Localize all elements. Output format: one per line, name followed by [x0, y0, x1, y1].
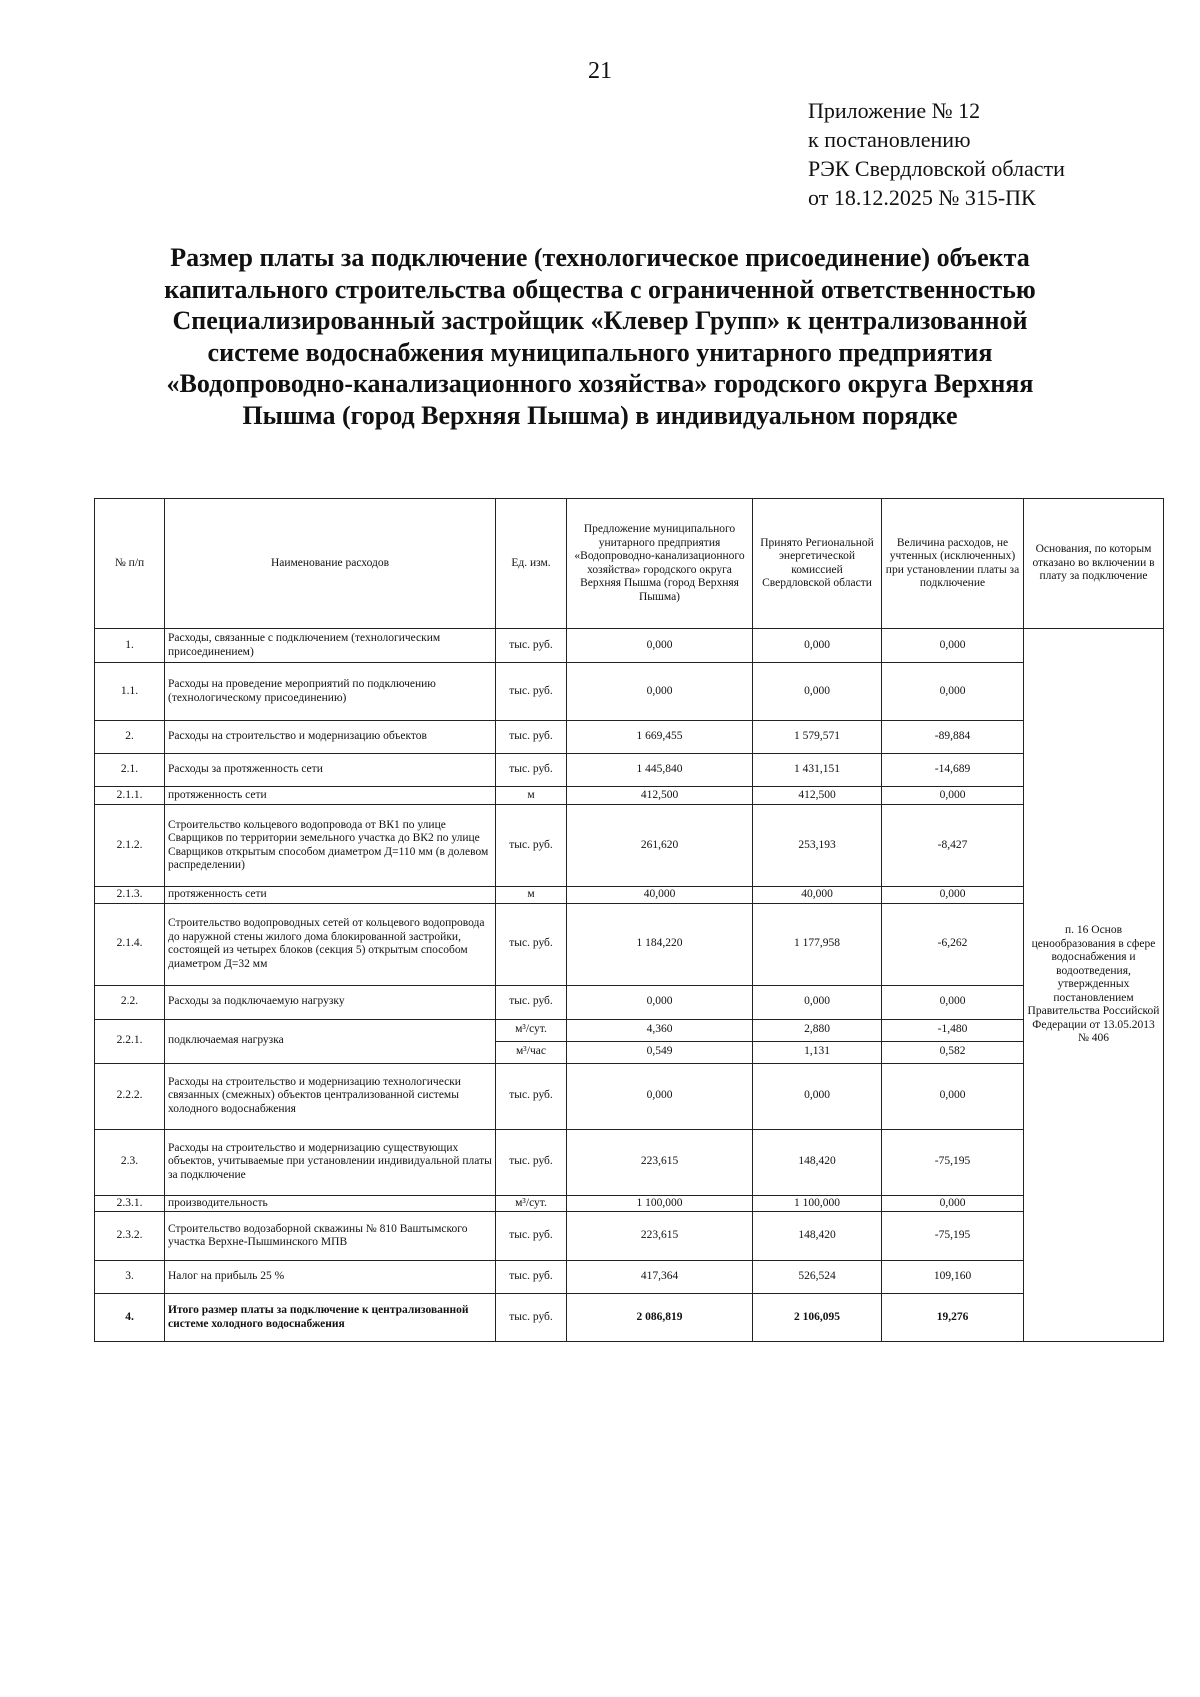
- table-row: [95, 887, 1164, 904]
- appendix-line: к постановлению: [808, 127, 971, 152]
- row-unit: тыс. руб.: [496, 1294, 567, 1342]
- appendix-line: от 18.12.2025 № 315-ПК: [808, 185, 1036, 210]
- row-num: 2.1.1.: [95, 787, 165, 805]
- row-name: Расходы на строительство и модернизацию технологически связанных (смежных) объектов централизованной системы холодного водоснабжения: [165, 1063, 496, 1129]
- row-name: подключаемая нагрузка: [165, 1019, 496, 1063]
- row-excluded: -14,689: [882, 754, 1024, 787]
- row-unit: тыс. руб.: [496, 629, 567, 663]
- row-excluded: -75,195: [882, 1212, 1024, 1261]
- row-accepted: 2,880: [753, 1019, 882, 1041]
- row-unit: м³/сут.: [496, 1019, 567, 1041]
- header-excluded: Величина расходов, не учтенных (исключенных) при установлении платы за подключение: [882, 499, 1024, 629]
- row-unit: тыс. руб.: [496, 805, 567, 887]
- row-unit: м: [496, 887, 567, 904]
- header-unit: Ед. изм.: [496, 499, 567, 629]
- table-row: [95, 1019, 1164, 1041]
- row-accepted: 2 106,095: [753, 1294, 882, 1342]
- row-accepted: 1 100,000: [753, 1195, 882, 1212]
- row-name: производительность: [165, 1195, 496, 1212]
- row-proposal: 0,000: [567, 629, 753, 663]
- row-name: Строительство водопроводных сетей от кольцевого водопровода до наружной стены жилого дома блокированной застройки, состоящей из четырех блоков (секция 5) открытым способом диаметром Д=32 мм: [165, 903, 496, 985]
- row-unit: тыс. руб.: [496, 903, 567, 985]
- basis-cell: п. 16 Основ ценообразования в сфере водоснабжения и водоотведения, утвержденных постановлением Правительства Российской Федерации от 13.05.2013 № 406: [1024, 629, 1164, 1342]
- row-num: 1.: [95, 629, 165, 663]
- row-unit: тыс. руб.: [496, 721, 567, 754]
- row-num: 2.1.3.: [95, 887, 165, 904]
- page-number: 21: [588, 58, 612, 84]
- row-unit: тыс. руб.: [496, 663, 567, 721]
- row-num: 2.1.2.: [95, 805, 165, 887]
- table-row: [95, 903, 1164, 985]
- row-accepted: 148,420: [753, 1129, 882, 1195]
- row-num: 2.3.: [95, 1129, 165, 1195]
- row-excluded: -8,427: [882, 805, 1024, 887]
- row-name: Налог на прибыль 25 %: [165, 1261, 496, 1294]
- table-row: [95, 985, 1164, 1019]
- document-title: [120, 242, 1080, 432]
- row-accepted: 0,000: [753, 663, 882, 721]
- appendix-line: РЭК Свердловской области: [808, 156, 1065, 181]
- row-proposal: 1 100,000: [567, 1195, 753, 1212]
- table-row: [95, 1063, 1164, 1129]
- row-proposal: 417,364: [567, 1261, 753, 1294]
- title-line: Размер платы за подключение (технологическое присоединение) объекта: [170, 243, 1030, 272]
- row-num: 2.2.: [95, 985, 165, 1019]
- table-row: [95, 754, 1164, 787]
- header-num: № п/п: [95, 499, 165, 629]
- appendix-line: Приложение № 12: [808, 98, 981, 123]
- row-num: 2.2.1.: [95, 1019, 165, 1063]
- row-accepted: 0,000: [753, 985, 882, 1019]
- table-row: [95, 721, 1164, 754]
- row-name: протяженность сети: [165, 887, 496, 904]
- title-line: капитального строительства общества с ограниченной ответственностью: [164, 274, 1036, 304]
- table-row: [95, 805, 1164, 887]
- row-excluded: 0,000: [882, 663, 1024, 721]
- row-accepted: 40,000: [753, 887, 882, 904]
- row-excluded: -75,195: [882, 1129, 1024, 1195]
- row-excluded: 0,000: [882, 787, 1024, 805]
- row-accepted: 253,193: [753, 805, 882, 887]
- table-row: [95, 663, 1164, 721]
- appendix-reference: [808, 96, 1065, 212]
- table-row: [95, 629, 1164, 663]
- row-excluded: 0,000: [882, 985, 1024, 1019]
- row-name: Строительство водозаборной скважины № 810 Ваштымского участка Верхне-Пышминского МПВ: [165, 1212, 496, 1261]
- row-accepted: 1 177,958: [753, 903, 882, 985]
- row-unit: тыс. руб.: [496, 754, 567, 787]
- row-num: 2.3.1.: [95, 1195, 165, 1212]
- row-num: 3.: [95, 1261, 165, 1294]
- table-row: [95, 1129, 1164, 1195]
- row-name: Расходы на проведение мероприятий по подключению (технологическому присоединению): [165, 663, 496, 721]
- row-excluded: 0,000: [882, 629, 1024, 663]
- row-proposal: 0,000: [567, 985, 753, 1019]
- row-name: Расходы за подключаемую нагрузку: [165, 985, 496, 1019]
- row-name: Итого размер платы за подключение к централизованной системе холодного водоснабжения: [165, 1294, 496, 1342]
- row-accepted: 1 579,571: [753, 721, 882, 754]
- row-excluded: 0,582: [882, 1041, 1024, 1063]
- row-accepted: 526,524: [753, 1261, 882, 1294]
- row-excluded: -1,480: [882, 1019, 1024, 1041]
- row-name: Расходы на строительство и модернизацию существующих объектов, учитываемые при установлении индивидуальной платы за подключение: [165, 1129, 496, 1195]
- row-num: 1.1.: [95, 663, 165, 721]
- row-unit: м³/час: [496, 1041, 567, 1063]
- row-num: 2.1.: [95, 754, 165, 787]
- row-unit: м³/сут.: [496, 1195, 567, 1212]
- title-line: Специализированный застройщик «Клевер Групп» к централизованной: [172, 306, 1028, 336]
- title-line: Пышма (город Верхняя Пышма) в индивидуальном порядке: [242, 400, 958, 430]
- row-name: Расходы за протяженность сети: [165, 754, 496, 787]
- row-unit: м: [496, 787, 567, 805]
- row-name: Расходы на строительство и модернизацию объектов: [165, 721, 496, 754]
- row-excluded: 0,000: [882, 887, 1024, 904]
- row-proposal: 1 669,455: [567, 721, 753, 754]
- row-name: Расходы, связанные с подключением (технологическим присоединением): [165, 629, 496, 663]
- row-proposal: 0,549: [567, 1041, 753, 1063]
- row-proposal: 4,360: [567, 1019, 753, 1041]
- row-num: 2.1.4.: [95, 903, 165, 985]
- row-proposal: 0,000: [567, 663, 753, 721]
- row-num: 2.3.2.: [95, 1212, 165, 1261]
- row-num: 2.: [95, 721, 165, 754]
- table-row: [95, 787, 1164, 805]
- header-accepted: Принято Региональной энергетической комиссией Свердловской области: [753, 499, 882, 629]
- row-excluded: -6,262: [882, 903, 1024, 985]
- row-accepted: 1 431,151: [753, 754, 882, 787]
- table-row-total: [95, 1294, 1164, 1342]
- row-excluded: 109,160: [882, 1261, 1024, 1294]
- row-accepted: 0,000: [753, 1063, 882, 1129]
- table-header-row: [95, 499, 1164, 629]
- row-num: 4.: [95, 1294, 165, 1342]
- row-accepted: 148,420: [753, 1212, 882, 1261]
- row-accepted: 0,000: [753, 629, 882, 663]
- row-proposal: 1 184,220: [567, 903, 753, 985]
- table-row: [95, 1195, 1164, 1212]
- row-proposal: 223,615: [567, 1129, 753, 1195]
- title-line: «Водопроводно-канализационного хозяйства» городского округа Верхняя: [166, 369, 1034, 399]
- row-proposal: 40,000: [567, 887, 753, 904]
- row-name: Строительство кольцевого водопровода от ВК1 по улице Сварщиков по территории земельного участка до ВК2 по улице Сварщиков открытым способом диаметром Д=110 мм (в долевом распределении): [165, 805, 496, 887]
- row-name: протяженность сети: [165, 787, 496, 805]
- title-line: системе водоснабжения муниципального унитарного предприятия: [207, 337, 993, 367]
- row-accepted: 1,131: [753, 1041, 882, 1063]
- row-excluded: 0,000: [882, 1063, 1024, 1129]
- header-name: Наименование расходов: [165, 499, 496, 629]
- table-row: [95, 1212, 1164, 1261]
- header-basis: Основания, по которым отказано во включении в плату за подключение: [1024, 499, 1164, 629]
- row-proposal: 261,620: [567, 805, 753, 887]
- row-excluded: 0,000: [882, 1195, 1024, 1212]
- row-accepted: 412,500: [753, 787, 882, 805]
- row-unit: тыс. руб.: [496, 1063, 567, 1129]
- row-proposal: 1 445,840: [567, 754, 753, 787]
- costs-table: [94, 498, 1164, 1342]
- row-unit: тыс. руб.: [496, 1261, 567, 1294]
- header-proposal: Предложение муниципального унитарного предприятия «Водопроводно-канализационного хозяйства» городского округа Верхняя Пышма (город Верхняя Пышма): [567, 499, 753, 629]
- row-proposal: 0,000: [567, 1063, 753, 1129]
- row-proposal: 2 086,819: [567, 1294, 753, 1342]
- row-unit: тыс. руб.: [496, 985, 567, 1019]
- row-num: 2.2.2.: [95, 1063, 165, 1129]
- row-unit: тыс. руб.: [496, 1212, 567, 1261]
- row-proposal: 223,615: [567, 1212, 753, 1261]
- row-proposal: 412,500: [567, 787, 753, 805]
- row-excluded: 19,276: [882, 1294, 1024, 1342]
- row-excluded: -89,884: [882, 721, 1024, 754]
- row-unit: тыс. руб.: [496, 1129, 567, 1195]
- table-row: [95, 1261, 1164, 1294]
